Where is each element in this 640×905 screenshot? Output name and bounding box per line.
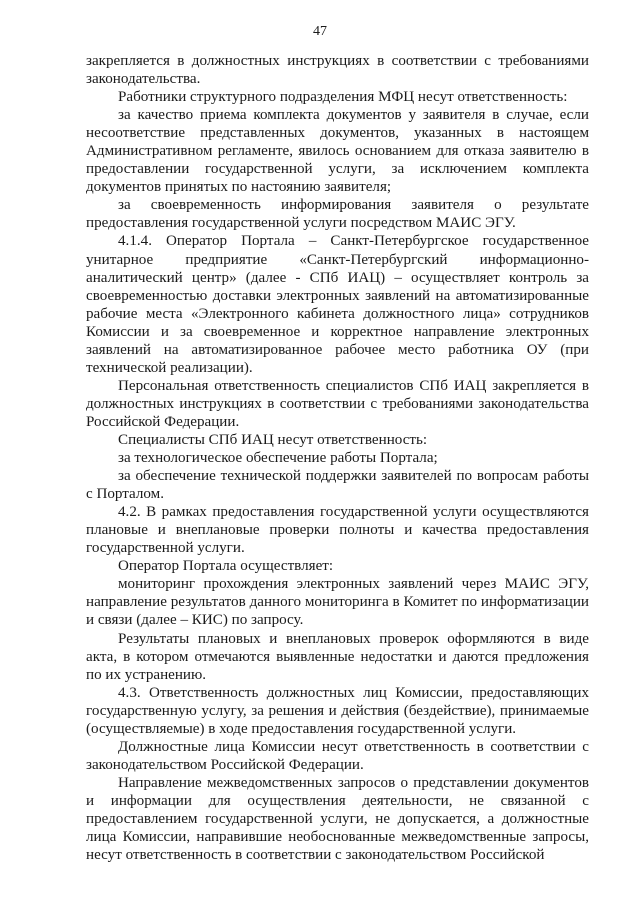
paragraph: Специалисты СПб ИАЦ несут ответственность: (118, 431, 428, 448)
paragraph: Работники структурного подразделения МФЦ несут ответственность: (118, 89, 568, 106)
page-number: 47 (313, 24, 327, 39)
paragraph: закрепляется в должностных инструкциях в соответствии с требованиями законодательства. (86, 53, 589, 88)
paragraph: Результаты плановых и внеплановых проверок оформляются в виде акта, в котором отмечаются выявленные недостатки и даются предложения по их устранению. (86, 630, 589, 683)
paragraph: 4.2. В рамках предоставления государственной услуги осуществляются плановые и внеплановые проверки полноты и качества предоставления государственной услуги. (86, 504, 589, 557)
paragraph: Направление межведомственных запросов о представлении документов и информации для осуществления деятельности, не связанной с предоставлением государственной услуги, не допускается, а должностные лица Комиссии, направившие необоснованные межведомственные запросы, несут ответственность в соответствии с законодательством Российской (86, 774, 589, 864)
paragraph: за технологическое обеспечение работы Портала; (118, 450, 438, 467)
paragraph: Персональная ответственность специалистов СПб ИАЦ закрепляется в должностных инструкциях в соответствии с требованиями законодательства Российской Федерации. (86, 377, 589, 430)
paragraph: мониторинг прохождения электронных заявлений через МАИС ЭГУ, направление результатов данного мониторинга в Комитет по информатизации и связи (далее – КИС) по запросу. (86, 576, 589, 629)
paragraph: за качество приема комплекта документов у заявителя в случае, если несоответствие представленных документов, указанных в настоящем Административном регламенте, явилось основанием для отказа заявителю в предоставлении государственной услуги, за исключением комплекта документов принятых по настоянию заявителя; (86, 107, 589, 196)
paragraph: Оператор Портала осуществляет: (118, 558, 334, 575)
paragraph: 4.3. Ответственность должностных лиц Комиссии, предоставляющих государственную услугу, за решения и действия (бездействие), принимаемые (осуществляемые) в ходе предоставления государственной услуги. (86, 684, 589, 737)
paragraph: за обеспечение технической поддержки заявителей по вопросам работы с Порталом. (86, 468, 589, 503)
document-body (86, 52, 589, 864)
paragraph: 4.1.4. Оператор Портала – Санкт-Петербургское государственное унитарное предприятие «Санкт-Петербургский информационно-аналитический центр» (далее - СПб ИАЦ) – осуществляет контроль за своевременностью доставки электронных заявлений на автоматизированные рабочие места «Электронного кабинета должностного лица» сотрудников Комиссии и за своевременное и корректное направление электронных заявлений на автоматизированное рабочее место работника ОУ (при технической реализации). (86, 233, 589, 376)
paragraph: за своевременность информирования заявителя о результате предоставления государственной услуги посредством МАИС ЭГУ. (86, 197, 589, 232)
paragraph: Должностные лица Комиссии несут ответственность в соответствии с законодательством Российской Федерации. (86, 738, 589, 773)
